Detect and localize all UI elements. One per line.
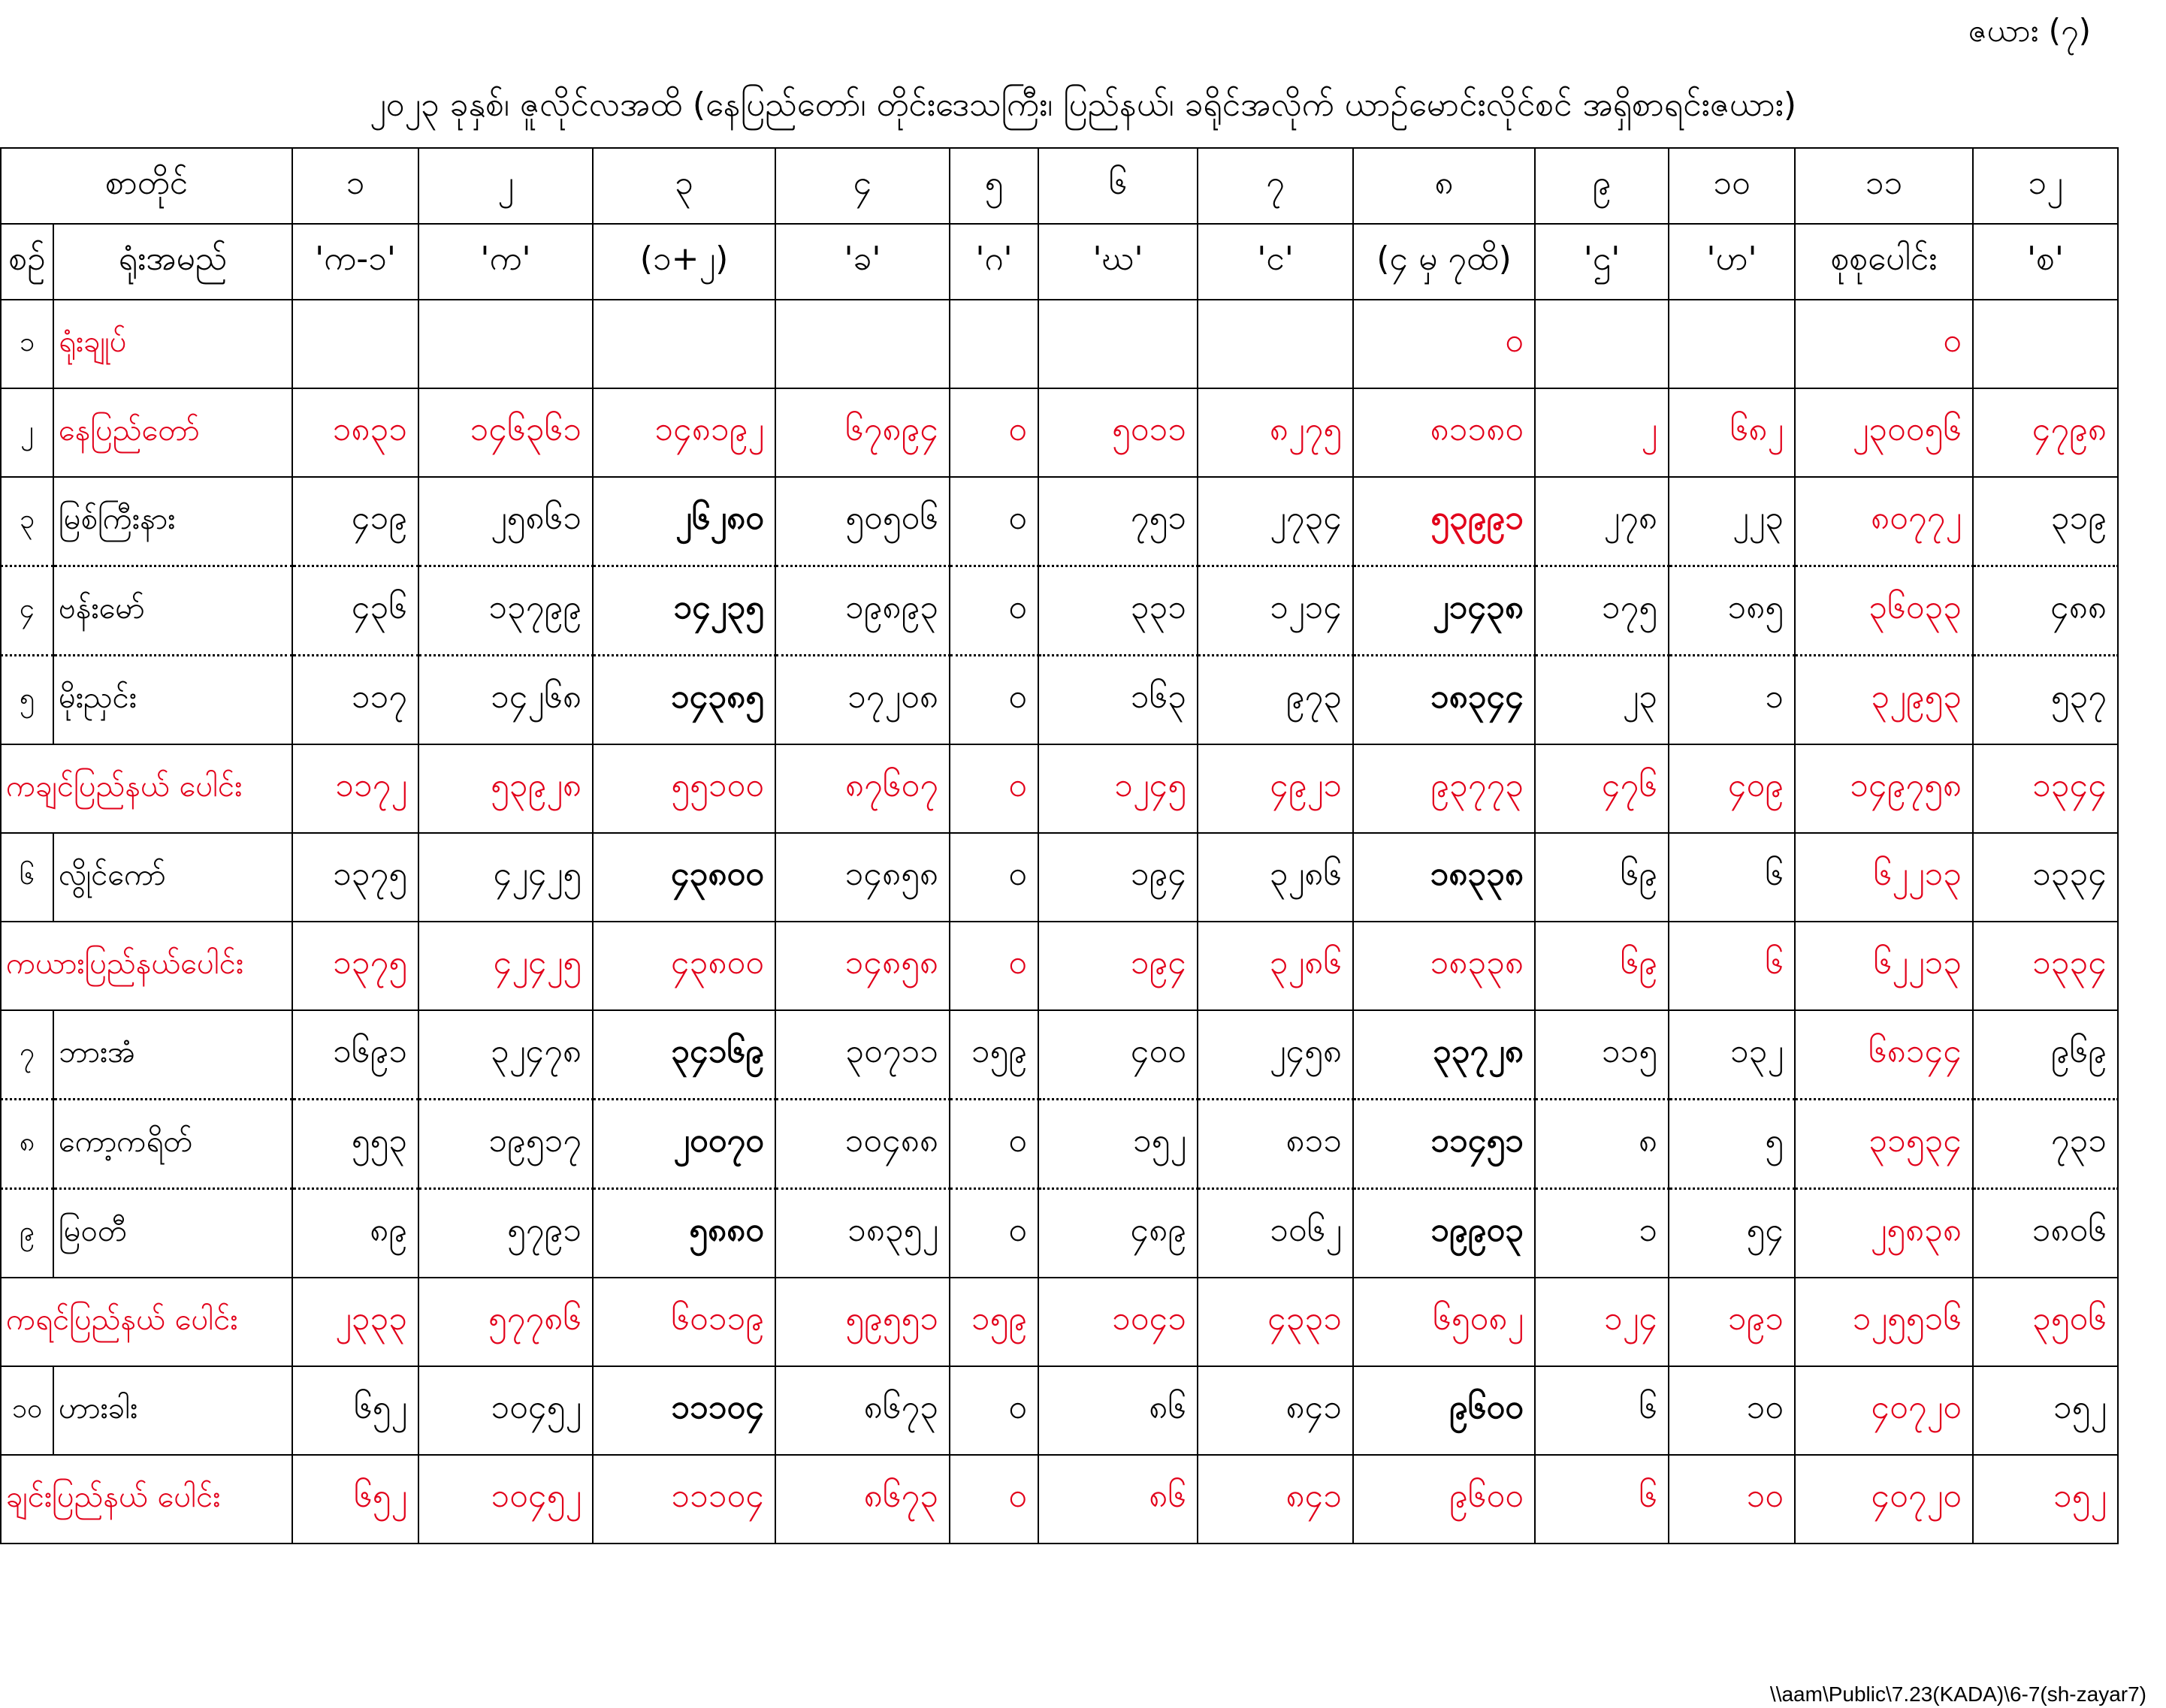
value-cell: ၆၉ (1535, 833, 1669, 922)
header-col-number: ၅ (950, 148, 1038, 224)
value-cell: ၁၇၅ (1535, 566, 1669, 656)
value-cell: ၅၇၇၈၆ (418, 1278, 593, 1366)
value-cell: ၁ (1535, 1189, 1669, 1278)
value-cell (1973, 300, 2118, 388)
value-cell: ၆ (1535, 1366, 1669, 1455)
office-name: မိုးညှင်း (53, 656, 292, 745)
value-cell: ၁၅၂ (1038, 1100, 1198, 1189)
header-col-number: ၃ (593, 148, 775, 224)
value-cell: ၆၀၁၁၉ (593, 1278, 775, 1366)
header-license-code: စုစုပေါင်း (1795, 224, 1973, 300)
value-cell: ၃၂၄၇၈ (418, 1010, 593, 1100)
state-total-row (1, 744, 2118, 833)
state-total-row (1, 1278, 2118, 1366)
license-table (0, 147, 2119, 1544)
header-license-code: 'စ' (1973, 224, 2118, 300)
value-cell: ၃၃၇၂၈ (1353, 1010, 1535, 1100)
header-license-code: 'ခ' (775, 224, 950, 300)
value-cell: ၂၇၈ (1535, 477, 1669, 566)
value-cell: ၁၂၄၅ (1038, 744, 1198, 833)
value-cell: ၁၀၄၅၂ (418, 1366, 593, 1455)
serial-number: ၅ (1, 656, 53, 745)
value-cell: ၄၂၄၂၅ (418, 833, 593, 922)
value-cell: ၁၄၈၁၉၂ (593, 388, 775, 477)
header-serial-label: စဉ် (1, 224, 53, 300)
value-cell: ၂၃၀၀၅၆ (1795, 388, 1973, 477)
value-cell: ၄၈၈ (1973, 566, 2118, 656)
value-cell (1535, 300, 1669, 388)
value-cell: ၁၂၅၅၁၆ (1795, 1278, 1973, 1366)
value-cell: ၂ (1535, 388, 1669, 477)
header-license-code: (၄ မှ ၇ထိ) (1353, 224, 1535, 300)
header-col-number: ၁၁ (1795, 148, 1973, 224)
office-row (1, 656, 2118, 745)
value-cell: ၂၅၈၃၈ (1795, 1189, 1973, 1278)
value-cell: ၁၀၄၅၂ (418, 1455, 593, 1544)
value-cell: ၀ (1795, 300, 1973, 388)
value-cell: ၅၀၁၁ (1038, 388, 1198, 477)
value-cell: ၁၄၉၇၅၈ (1795, 744, 1973, 833)
header-col-number: ၈ (1353, 148, 1535, 224)
header-col-number: ၁ (292, 148, 418, 224)
value-cell: ၁၉၈၉၃ (775, 566, 950, 656)
value-cell: ၃၅၀၆ (1973, 1278, 2118, 1366)
value-cell: ၁၃၃၄ (1973, 833, 2118, 922)
office-row (1, 1010, 2118, 1100)
value-cell: ၁၅၂ (1973, 1455, 2118, 1544)
value-cell: ၈၀၇၇၂ (1795, 477, 1973, 566)
header-col-number: ၇ (1198, 148, 1353, 224)
value-cell: ၁၃၇၅ (292, 833, 418, 922)
value-cell: ၄၇၉၈ (1973, 388, 2118, 477)
value-cell: ၁၁၁၀၄ (593, 1455, 775, 1544)
office-name: လွိုင်ကော် (53, 833, 292, 922)
value-cell: ၀ (950, 388, 1038, 477)
value-cell: ၁၁၅ (1535, 1010, 1669, 1100)
office-row (1, 1189, 2118, 1278)
value-cell: ၀ (950, 566, 1038, 656)
value-cell: ၁၃၇၅ (292, 922, 418, 1010)
office-name: ကော့ကရိတ် (53, 1100, 292, 1189)
value-cell (1038, 300, 1198, 388)
value-cell: ၄၀၇၂၀ (1795, 1366, 1973, 1455)
value-cell: ၄၃၃၁ (1198, 1278, 1353, 1366)
value-cell: ၈၄၁ (1198, 1366, 1353, 1455)
value-cell: ၅၈၈၀ (593, 1189, 775, 1278)
value-cell: ၀ (950, 656, 1038, 745)
value-cell: ၁၄၂၃၅ (593, 566, 775, 656)
header-row-column-numbers (1, 148, 2118, 224)
value-cell: ၀ (950, 1100, 1038, 1189)
value-cell: ၁၉၁ (1669, 1278, 1795, 1366)
value-cell: ၁၄၃၈၅ (593, 656, 775, 745)
value-cell: ၂၁၄၃၈ (1353, 566, 1535, 656)
serial-number: ၁၀ (1, 1366, 53, 1455)
value-cell: ၅၅၃ (292, 1100, 418, 1189)
office-row (1, 1100, 2118, 1189)
value-cell: ၁၄၆၃၆၁ (418, 388, 593, 477)
office-name: ရုံးချုပ် (53, 300, 292, 388)
header-row-license-codes (1, 224, 2118, 300)
value-cell: ၉၆၉ (1973, 1010, 2118, 1100)
header-office-name-label: ရုံးအမည် (53, 224, 292, 300)
value-cell (1669, 300, 1795, 388)
value-cell: ၁၈၀၆ (1973, 1189, 2118, 1278)
value-cell: ၁၀၄၁ (1038, 1278, 1198, 1366)
office-row (1, 388, 2118, 477)
value-cell: ၁ (1669, 656, 1795, 745)
serial-number: ၆ (1, 833, 53, 922)
value-cell: ၅၉၅၅၁ (775, 1278, 950, 1366)
header-license-code: 'ဂ' (950, 224, 1038, 300)
value-cell: ၅၃၇ (1973, 656, 2118, 745)
header-col-number: ၄ (775, 148, 950, 224)
value-cell: ၃၃၁ (1038, 566, 1198, 656)
serial-number: ၄ (1, 566, 53, 656)
value-cell: ၈၁၁၈၀ (1353, 388, 1535, 477)
value-cell: ၁၆၉၁ (292, 1010, 418, 1100)
value-cell: ၁၄၂၆၈ (418, 656, 593, 745)
value-cell: ၉၃၇၇၃ (1353, 744, 1535, 833)
value-cell: ၄၀၉ (1669, 744, 1795, 833)
value-cell: ၁၂၁၄ (1198, 566, 1353, 656)
office-name: မြစ်ကြီးနား (53, 477, 292, 566)
header-license-code: 'ဟ' (1669, 224, 1795, 300)
value-cell: ၁၇၂၀၈ (775, 656, 950, 745)
value-cell: ၁၂၄ (1535, 1278, 1669, 1366)
value-cell: ၈၆ (1038, 1455, 1198, 1544)
value-cell: ၃၁၉ (1973, 477, 2118, 566)
value-cell: ၅ (1669, 1100, 1795, 1189)
state-total-row (1, 1455, 2118, 1544)
serial-number: ၂ (1, 388, 53, 477)
value-cell: ၅၄ (1669, 1189, 1795, 1278)
value-cell: ၆၇၈၉၄ (775, 388, 950, 477)
value-cell: ၃၁၅၃၄ (1795, 1100, 1973, 1189)
value-cell: ၆ (1535, 1455, 1669, 1544)
value-cell: ၆၅၂ (292, 1455, 418, 1544)
state-total-label: ကယားပြည်နယ်ပေါင်း (1, 922, 292, 1010)
value-cell: ၂၇၃၄ (1198, 477, 1353, 566)
value-cell: ၁၃၂ (1669, 1010, 1795, 1100)
value-cell: ၂၅၈၆၁ (418, 477, 593, 566)
header-col-number: ၆ (1038, 148, 1198, 224)
header-license-code: 'ဃ' (1038, 224, 1198, 300)
value-cell (418, 300, 593, 388)
value-cell: ၄၇၆ (1535, 744, 1669, 833)
value-cell: ၁၃၇၉၉ (418, 566, 593, 656)
value-cell: ၃၄၁၆၉ (593, 1010, 775, 1100)
value-cell: ၄၁၉ (292, 477, 418, 566)
value-cell: ၆၅၂ (292, 1366, 418, 1455)
value-cell: ၁၈၅ (1669, 566, 1795, 656)
serial-number: ၇ (1, 1010, 53, 1100)
value-cell: ၁၆၃ (1038, 656, 1198, 745)
office-name: နေပြည်တော် (53, 388, 292, 477)
serial-number: ၈ (1, 1100, 53, 1189)
value-cell: ၄၈၉ (1038, 1189, 1198, 1278)
value-cell: ၁၉၉၀၃ (1353, 1189, 1535, 1278)
value-cell: ၅၇၉၁ (418, 1189, 593, 1278)
value-cell: ၈၇၆၀၇ (775, 744, 950, 833)
value-cell: ၀ (950, 922, 1038, 1010)
value-cell: ၃၆၀၃၃ (1795, 566, 1973, 656)
serial-number: ၁ (1, 300, 53, 388)
value-cell: ၁၈၃၅၂ (775, 1189, 950, 1278)
header-column-label: စာတိုင် (1, 148, 292, 224)
header-license-code: 'က-၁' (292, 224, 418, 300)
header-col-number: ၁၀ (1669, 148, 1795, 224)
value-cell: ၄၀၇၂၀ (1795, 1455, 1973, 1544)
value-cell (593, 300, 775, 388)
serial-number: ၃ (1, 477, 53, 566)
header-col-number: ၉ (1535, 148, 1669, 224)
value-cell: ၈၆၇၃ (775, 1455, 950, 1544)
value-cell (1198, 300, 1353, 388)
value-cell: ၁၉၅၁၇ (418, 1100, 593, 1189)
value-cell: ၃၂၉၅၃ (1795, 656, 1973, 745)
page-label: ဇယား (၇) (1968, 12, 2091, 49)
value-cell: ၁၁၄၅၁ (1353, 1100, 1535, 1189)
value-cell: ၆ (1669, 922, 1795, 1010)
value-cell: ၆၂၂၁၃ (1795, 833, 1973, 922)
value-cell: ၄၃၆ (292, 566, 418, 656)
value-cell: ၈၂၇၅ (1198, 388, 1353, 477)
value-cell: ၂၀၀၇၀ (593, 1100, 775, 1189)
value-cell: ၄၉၂၁ (1198, 744, 1353, 833)
state-total-label: ကချင်ပြည်နယ် ပေါင်း (1, 744, 292, 833)
header-license-code: 'င' (1198, 224, 1353, 300)
value-cell: ၁၁၁၀၄ (593, 1366, 775, 1455)
value-cell: ၆၂၂၁၃ (1795, 922, 1973, 1010)
office-name: ဟားခါး (53, 1366, 292, 1455)
value-cell: ၁၈၃၄၄ (1353, 656, 1535, 745)
value-cell: ၁၀ (1669, 1455, 1795, 1544)
value-cell: ၈၉ (292, 1189, 418, 1278)
value-cell (950, 300, 1038, 388)
value-cell: ၀ (950, 1455, 1038, 1544)
value-cell: ၀ (950, 477, 1038, 566)
header-license-code: (၁+၂) (593, 224, 775, 300)
value-cell: ၂၃ (1535, 656, 1669, 745)
value-cell: ၁၁၇၂ (292, 744, 418, 833)
value-cell: ၆၈၂ (1669, 388, 1795, 477)
value-cell: ၁၃၃၄ (1973, 922, 2118, 1010)
office-name: ဘားအံ (53, 1010, 292, 1100)
value-cell: ၈ (1535, 1100, 1669, 1189)
value-cell: ၁၈၃၃၈ (1353, 833, 1535, 922)
office-row (1, 477, 2118, 566)
value-cell: ၂၂၃ (1669, 477, 1795, 566)
office-name: ဗန်းမော် (53, 566, 292, 656)
value-cell: ၄၀၀ (1038, 1010, 1198, 1100)
header-col-number: ၂ (418, 148, 593, 224)
office-row (1, 300, 2118, 388)
value-cell: ၀ (950, 833, 1038, 922)
value-cell: ၄၂၄၂၅ (418, 922, 593, 1010)
value-cell: ၁၅၉ (950, 1010, 1038, 1100)
value-cell: ၁၉၄ (1038, 922, 1198, 1010)
value-cell: ၇၃၁ (1973, 1100, 2118, 1189)
serial-number: ၉ (1, 1189, 53, 1278)
value-cell: ၅၀၅၀၆ (775, 477, 950, 566)
value-cell: ၂၃၃၃ (292, 1278, 418, 1366)
value-cell: ၁၀၆၂ (1198, 1189, 1353, 1278)
value-cell: ၉၇၃ (1198, 656, 1353, 745)
value-cell: ၃၀၇၁၁ (775, 1010, 950, 1100)
value-cell: ၂၆၂၈၀ (593, 477, 775, 566)
value-cell: ၆ (1669, 833, 1795, 922)
value-cell: ၃၂၈၆ (1198, 922, 1353, 1010)
office-row (1, 1366, 2118, 1455)
header-col-number: ၁၂ (1973, 148, 2118, 224)
value-cell: ၈၆၇၃ (775, 1366, 950, 1455)
value-cell: ၅၃၉၂၈ (418, 744, 593, 833)
value-cell: ၈၆ (1038, 1366, 1198, 1455)
value-cell: ၁၀၄၈၈ (775, 1100, 950, 1189)
office-row (1, 566, 2118, 656)
office-name: မြဝတီ (53, 1189, 292, 1278)
license-table-wrap (0, 147, 2117, 1544)
value-cell: ၂၄၅၈ (1198, 1010, 1353, 1100)
value-cell: ၈၄၁ (1198, 1455, 1353, 1544)
value-cell: ၄၃၈၀၀ (593, 922, 775, 1010)
value-cell: ၄၃၈၀၀ (593, 833, 775, 922)
state-total-label: ကရင်ပြည်နယ် ပေါင်း (1, 1278, 292, 1366)
value-cell: ၀ (950, 1366, 1038, 1455)
value-cell: ၁၀ (1669, 1366, 1795, 1455)
value-cell: ၅၅၁၀၀ (593, 744, 775, 833)
header-license-code: 'ဌ' (1535, 224, 1669, 300)
value-cell: ၆၉ (1535, 922, 1669, 1010)
value-cell: ၁၅၉ (950, 1278, 1038, 1366)
value-cell: ၁၈၃၁ (292, 388, 418, 477)
value-cell: ၁၄၈၅၈ (775, 833, 950, 922)
office-row (1, 833, 2118, 922)
value-cell: ၀ (1353, 300, 1535, 388)
value-cell: ၅၃၉၉၁ (1353, 477, 1535, 566)
value-cell: ၀ (950, 1189, 1038, 1278)
value-cell (292, 300, 418, 388)
value-cell: ၁၉၄ (1038, 833, 1198, 922)
value-cell: ၁၈၃၃၈ (1353, 922, 1535, 1010)
state-total-row (1, 922, 2118, 1010)
value-cell: ၁၁၇ (292, 656, 418, 745)
value-cell: ၉၆၀၀ (1353, 1455, 1535, 1544)
value-cell: ၉၆၀၀ (1353, 1366, 1535, 1455)
value-cell: ၇၅၁ (1038, 477, 1198, 566)
state-total-label: ချင်းပြည်နယ် ပေါင်း (1, 1455, 292, 1544)
value-cell: ၆၈၁၄၄ (1795, 1010, 1973, 1100)
value-cell: ၀ (950, 744, 1038, 833)
header-license-code: 'က' (418, 224, 593, 300)
page-title: ၂၀၂၃ ခုနှစ်၊ ဇူလိုင်လအထိ (နေပြည်တော်၊ တိုင်းဒေသကြီး၊ ပြည်နယ်၊ ခရိုင်အလိုက် ယာဉ်မောင်းလိုင်စင် အရှိစာရင်းဇယား) (369, 86, 1797, 124)
file-path-footer: \\aam\Public\7.23(KADA)\6-7(sh-zayar7) (1769, 1682, 2146, 1706)
value-cell: ၆၅၀၈၂ (1353, 1278, 1535, 1366)
value-cell: ၁၅၂ (1973, 1366, 2118, 1455)
value-cell: ၃၂၈၆ (1198, 833, 1353, 922)
value-cell: ၁၄၈၅၈ (775, 922, 950, 1010)
value-cell: ၁၃၄၄ (1973, 744, 2118, 833)
value-cell (775, 300, 950, 388)
value-cell: ၈၁၁ (1198, 1100, 1353, 1189)
